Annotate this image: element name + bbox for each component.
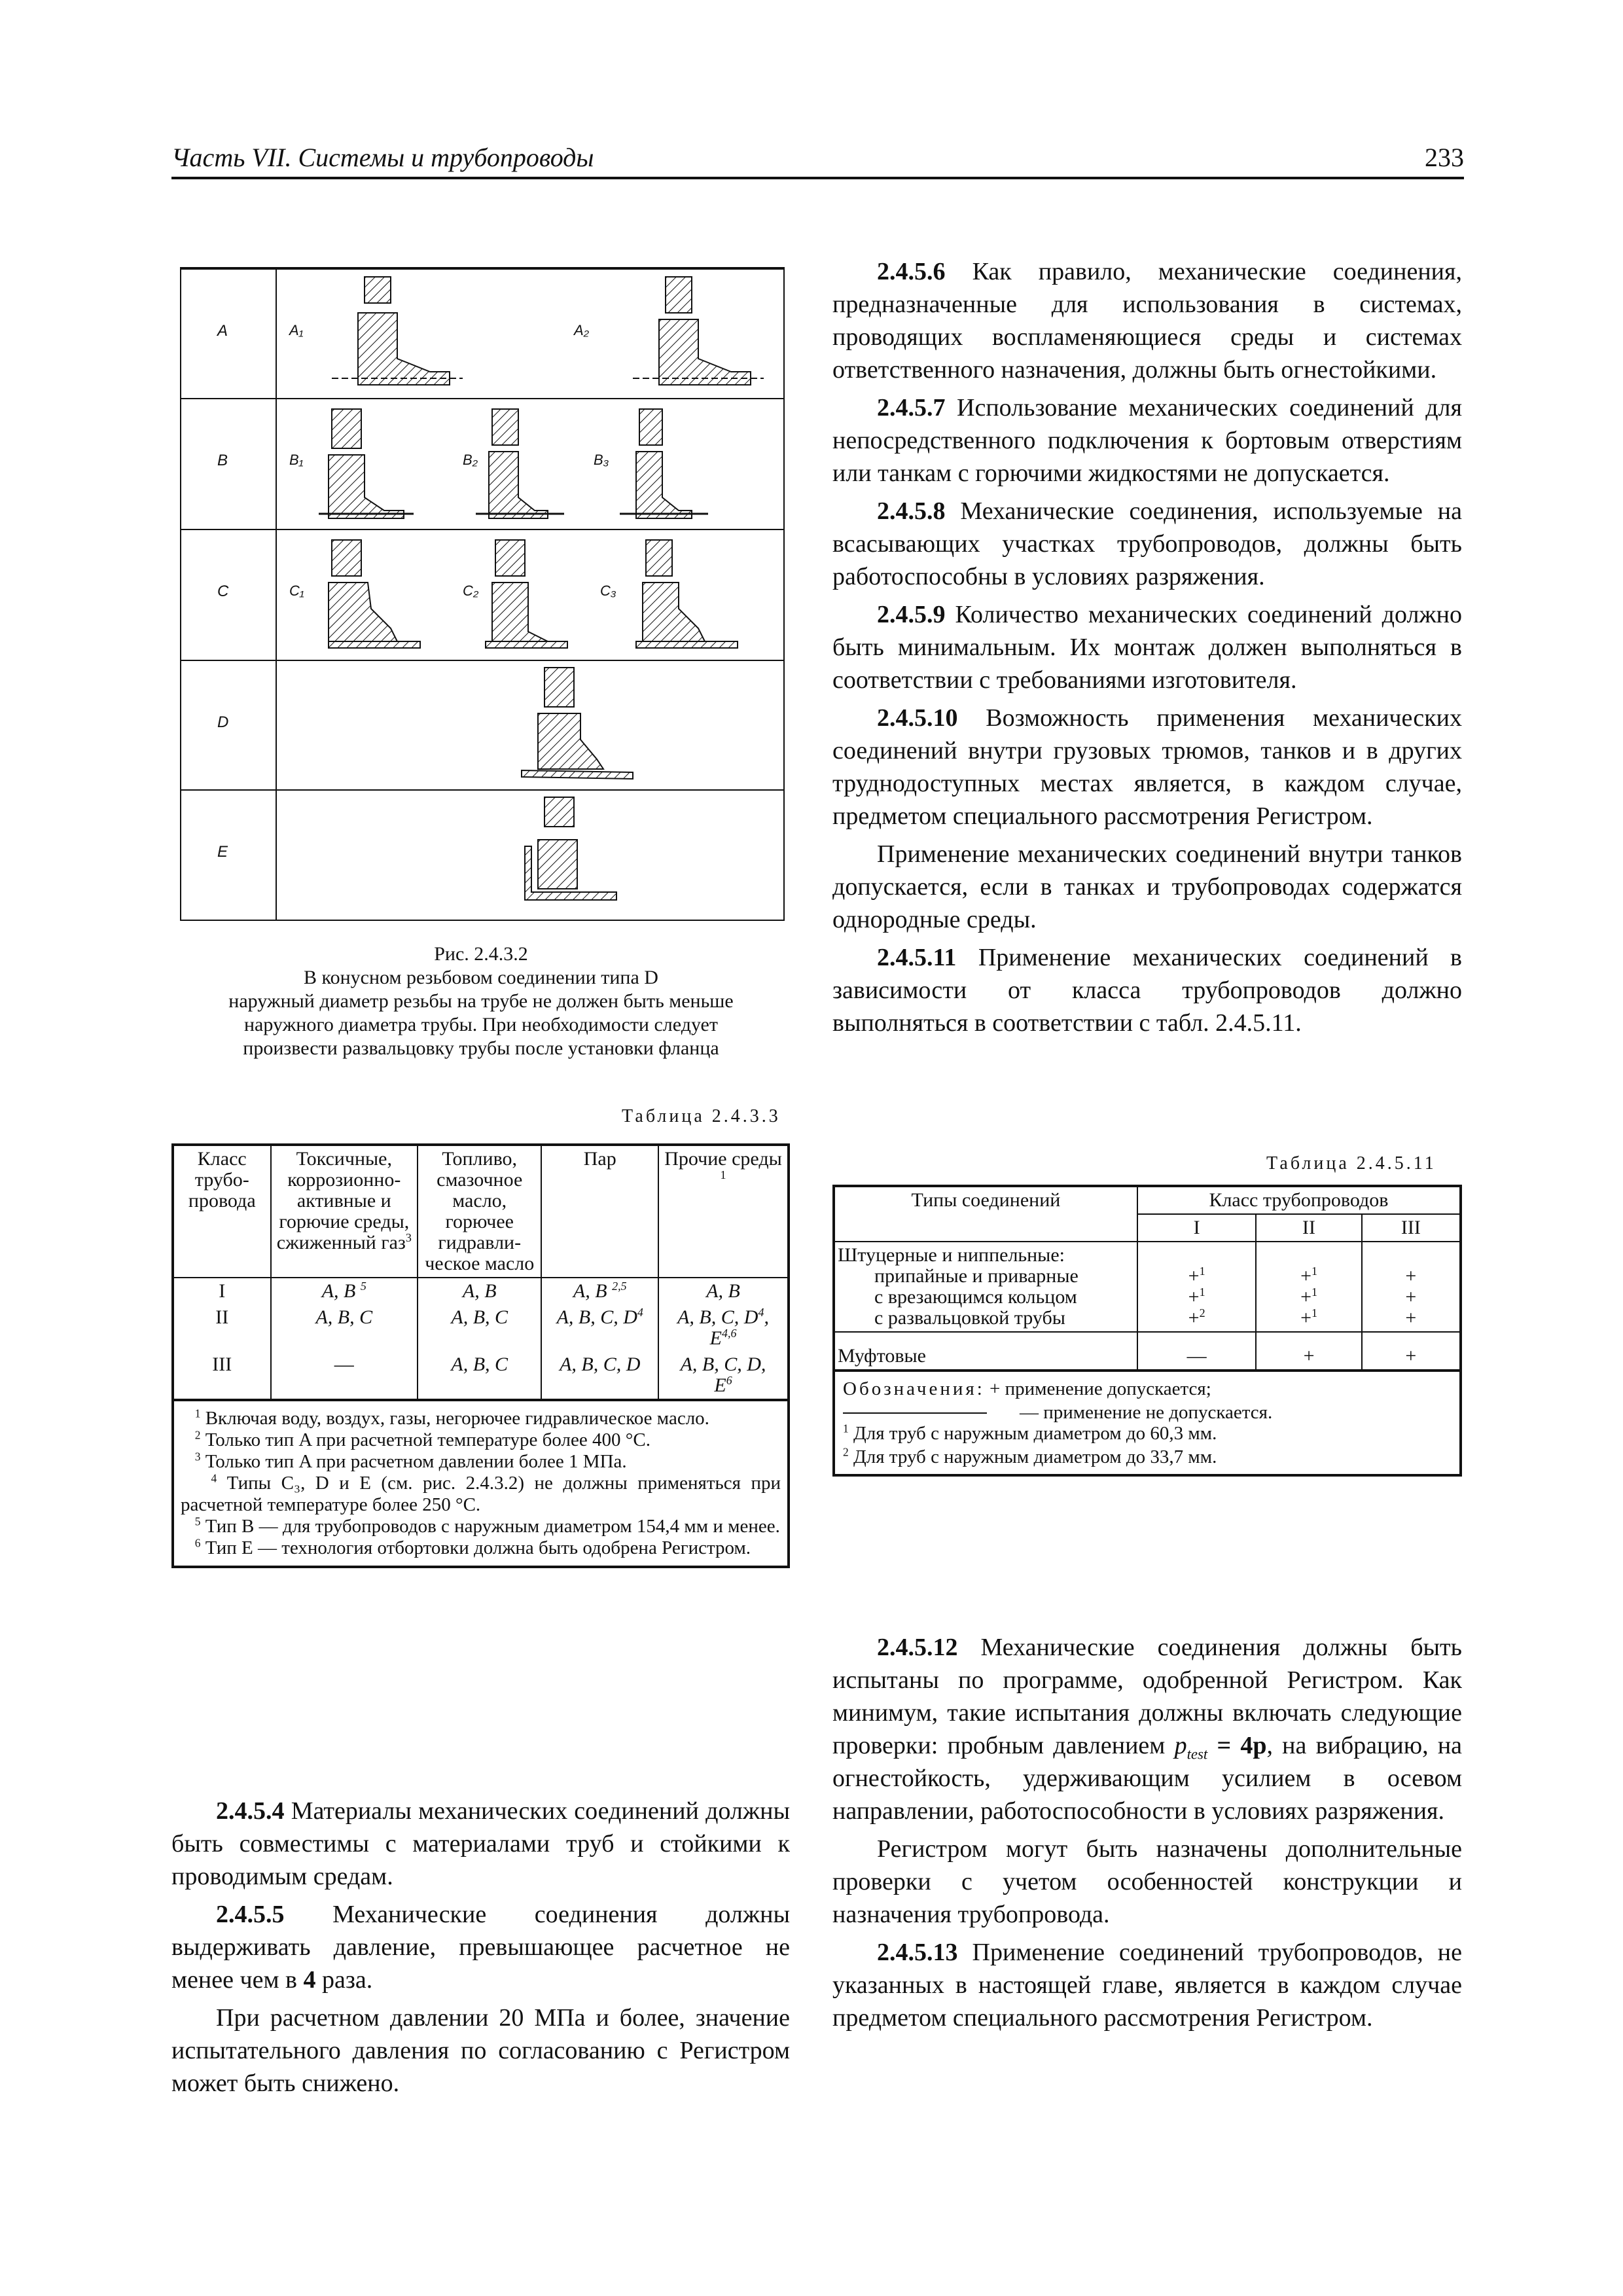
- footnote: $^5$ Тип B — для трубопроводов с наружным диаметром 154,4 мм и менее.: [194, 1515, 780, 1537]
- figure-row-d: [181, 660, 783, 791]
- table-header-cell: Прочие среды $^1$: [658, 1145, 789, 1278]
- table-notes-row: [173, 1400, 789, 1567]
- paragraph: 2.4.5.9 Количество механических соединений должно быть минимальным. Их монтаж должен выполняться в соответствии с требованиями изготовителя.: [832, 601, 1462, 694]
- table-cell: —: [1137, 1332, 1257, 1371]
- table-header-cell: I: [1137, 1214, 1257, 1242]
- table-cell: A, B $^5$: [271, 1278, 418, 1304]
- table-row: [173, 1304, 789, 1352]
- table-cell: A, B, C: [418, 1352, 541, 1400]
- footnote: $^2$ Только тип A при расчетной температуре более 400 °C.: [194, 1428, 651, 1450]
- table2-label: Таблица 2.4.5.11: [1266, 1153, 1436, 1174]
- right-column-text: [832, 255, 1462, 1045]
- caption-line: наружный диаметр резьбы на трубе не должен быть меньше: [228, 990, 734, 1012]
- joint-drawing-b3: [620, 406, 711, 524]
- caption-line: В конусном резьбовом соединении типа D: [304, 967, 658, 988]
- sublabel-a2: A₂: [574, 322, 590, 338]
- table-header-cell: Класс трубо-провода: [173, 1145, 271, 1278]
- paragraph: 2.4.5.12 Механические соединения должны быть испытаны по программе, одобренной Регистром. Как минимум, такие испытания должны включать следующие проверки: пробным давлением $p_{test} = 4p$, на вибрацию, на огнестойкость, удерживающим усилием в осевом направлении, работоспособности в условиях разряжения.: [832, 1634, 1463, 1825]
- table-header-cell: Класс трубопроводов: [1137, 1186, 1461, 1214]
- row-label-b: B: [217, 452, 228, 469]
- table-header-cell: Пар: [541, 1145, 658, 1278]
- table-cell: A, B: [658, 1278, 789, 1304]
- divider: [843, 1412, 987, 1414]
- table-cell: —: [271, 1352, 418, 1400]
- joint-drawing-e: [512, 794, 623, 915]
- joint-drawing-b2: [476, 406, 567, 524]
- table-cell: A, B, C: [418, 1304, 541, 1352]
- table-header-row: [173, 1145, 789, 1278]
- table-cell: +: [1256, 1332, 1361, 1371]
- running-title: Часть VII. Системы и трубопроводы: [171, 143, 594, 172]
- table-row: [173, 1278, 789, 1304]
- table-cell: +: [1362, 1332, 1461, 1371]
- table-header-cell: Топливо, смазочное масло, горючее гидравли-ческое масло: [418, 1145, 541, 1278]
- paragraph: 2.4.5.10 Возможность применения механических соединений внутри грузовых трюмов, танков и в других труднодоступных местах является, в каждом случае, предметом специального рассмотрения Регистром.: [832, 704, 1463, 830]
- paragraph: Регистром могут быть назначены дополнительные проверки с учетом особенностей конструкции и назначения трубопровода.: [832, 1835, 1462, 1928]
- joint-drawing-c1: [319, 537, 423, 655]
- footnote: $^1$ Включая воду, воздух, газы, негорючее гидравлическое масло.: [194, 1407, 709, 1429]
- table-cell: A, B, C, D, $E^6$: [658, 1352, 789, 1400]
- joint-drawing-a1: [332, 274, 476, 395]
- row-label-a: A: [217, 322, 228, 340]
- joint-types-figure: [180, 267, 785, 921]
- table1-label: Таблица 2.4.3.3: [622, 1106, 781, 1126]
- table-header-cell: Типы соединений: [834, 1186, 1137, 1242]
- table-cell: III: [173, 1352, 271, 1400]
- table-header-cell: III: [1362, 1214, 1461, 1242]
- paragraph: 2.4.5.11 Применение механических соединений в зависимости от класса трубопроводов должно выполняться в соответствии с табл. 2.4.5.11.: [832, 944, 1462, 1037]
- paragraph: При расчетном давлении 20 МПа и более, значение испытательного давления по согласованию с Регистром может быть снижено.: [171, 2004, 790, 2097]
- table-cell: A, B: [418, 1278, 541, 1304]
- footnote: $^2$ Для труб с наружным диаметром до 33,7 мм.: [843, 1445, 1217, 1467]
- joint-drawing-a2: [633, 274, 777, 395]
- table-row: [834, 1242, 1461, 1332]
- footnote: $^6$ Тип E — технология отбортовки должна быть одобрена Регистром.: [194, 1536, 751, 1558]
- footnote: $^1$ Для труб с наружным диаметром до 60,3 мм.: [843, 1422, 1217, 1444]
- figure-row-c: [181, 529, 783, 661]
- table-cell: +$^1$ +$^1$ +$^2$: [1137, 1242, 1257, 1332]
- sublabel-b1: B₁: [289, 452, 304, 468]
- table-header-row: [834, 1186, 1461, 1214]
- paragraph: Применение механических соединений внутри танков допускается, если в танках и трубопроводах содержатся однородные среды.: [832, 840, 1462, 933]
- joint-drawing-b1: [319, 406, 417, 524]
- sublabel-a1: A₁: [289, 322, 304, 338]
- sublabel-c2: C₂: [463, 583, 479, 599]
- legend: — применение не допускается.: [1020, 1402, 1273, 1423]
- table-header-cell: II: [1256, 1214, 1361, 1242]
- table-cell: A, B, C, $D^4$: [541, 1304, 658, 1352]
- sublabel-b2: B₂: [463, 452, 478, 468]
- table-cell: II: [173, 1304, 271, 1352]
- paragraph: 2.4.5.13 Применение соединений трубопроводов, не указанных в настоящей главе, является в каждом случае предметом специального рассмотрения Регистром.: [832, 1939, 1462, 2032]
- table-cell: A, B, C: [271, 1304, 418, 1352]
- joint-drawing-c2: [476, 537, 574, 655]
- figure-row-b: [181, 398, 783, 530]
- left-column-text: [171, 1795, 790, 2105]
- table-notes-row: [834, 1371, 1461, 1475]
- joint-drawing-d: [515, 664, 639, 785]
- footnote: $^4$ Типы C₃, D и E (см. рис. 2.4.3.2) не должны применяться при расчетной температуре более 250 °C.: [181, 1471, 781, 1515]
- sublabel-c1: C₁: [289, 583, 304, 599]
- table-cell: A, B $^{2,5}$: [541, 1278, 658, 1304]
- paragraph: 2.4.5.8 Механические соединения, используемые на всасывающих участках трубопроводов, должны быть работоспособны в условиях разряжения.: [832, 497, 1463, 590]
- table-cell: I: [173, 1278, 271, 1304]
- table-2-4-5-11: [832, 1185, 1462, 1477]
- table-cell: +$^1$ +$^1$ +$^1$: [1256, 1242, 1361, 1332]
- row-label-d: D: [217, 713, 229, 731]
- paragraph: 2.4.5.6 Как правило, механические соединения, предназначенные для использования в системах, проводящих воспламеняющиеся среды и системах ответственного назначения, должны быть огнестойкими.: [832, 258, 1462, 384]
- joint-drawing-c3: [626, 537, 744, 655]
- figure-caption: [180, 942, 782, 1060]
- paragraph: 2.4.5.4 Материалы механических соединений должны быть совместимы с материалами труб и стойкими к проводимым средам.: [171, 1797, 790, 1890]
- table-cell: Штуцерные и ниппельные: припайные и приварные с врезающимся кольцом с развальцовкой трубы: [834, 1242, 1137, 1332]
- figure-row-a: [181, 268, 783, 399]
- row-label-e: E: [217, 843, 228, 861]
- table-cell: Муфтовые: [834, 1332, 1137, 1371]
- caption-line: произвести развальцовку трубы после установки фланца: [243, 1037, 719, 1059]
- table-row: [173, 1352, 789, 1400]
- table-cell: + + +: [1362, 1242, 1461, 1332]
- sublabel-b3: B₃: [594, 452, 609, 468]
- paragraph: 2.4.5.7 Использование механических соединений для непосредственного подключения к бортовым отверстиям или танкам с горючими жидкостями не допускается.: [832, 394, 1462, 487]
- paragraph: 2.4.5.5 Механические соединения должны выдерживать давление, превышающее расчетное не менее чем в 4 раза.: [171, 1901, 791, 1994]
- table-notes: [173, 1400, 789, 1567]
- page-number: 233: [1425, 143, 1464, 172]
- table-cell: A, B, C, D: [541, 1352, 658, 1400]
- caption-line: наружного диаметра трубы. При необходимости следует: [244, 1014, 718, 1035]
- row-label-c: C: [217, 583, 229, 600]
- table-row: [834, 1332, 1461, 1371]
- right-column-text-2: [832, 1631, 1462, 2039]
- figure-row-e: [181, 789, 783, 921]
- table-cell: A, B, C, $D^4$, E$^{4,6}$: [658, 1304, 789, 1352]
- page-header: [171, 143, 1464, 179]
- sublabel-c3: C₃: [600, 583, 616, 599]
- caption-line: Рис. 2.4.3.2: [434, 943, 528, 965]
- table-header-cell: Токсичные, коррозионно-активные и горючие среды, сжиженный газ$^3$: [271, 1145, 418, 1278]
- footnote: $^3$ Только тип A при расчетном давлении более 1 МПа.: [194, 1450, 627, 1472]
- legend: Обозначения: + применение допускается;: [843, 1378, 1211, 1399]
- table-notes: [834, 1371, 1461, 1475]
- table-2-4-3-3: [171, 1143, 790, 1568]
